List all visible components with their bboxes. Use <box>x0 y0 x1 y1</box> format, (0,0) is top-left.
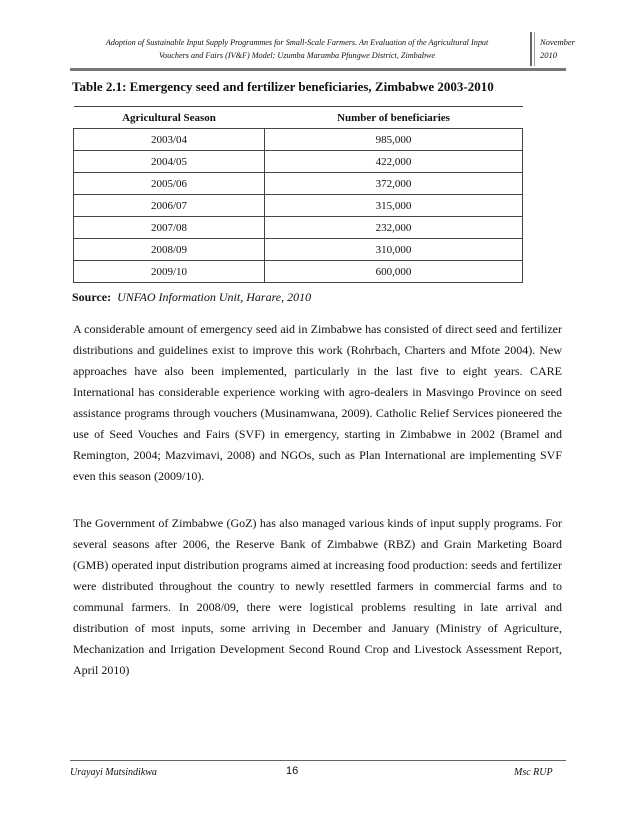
footer-rule <box>70 760 566 761</box>
footer-degree: Msc RUP <box>514 767 553 778</box>
table-title: Table 2.1: Emergency seed and fertilizer beneficiaries, Zimbabwe 2003-2010 <box>72 79 494 94</box>
table-row <box>74 151 523 173</box>
body-paragraph: The Government of Zimbabwe (GoZ) has also managed various kinds of input supply programs. For several seasons after 2006, the Reserve Bank of Zimbabwe (RBZ) and Grain Marketing Board (GMB) operated input distribution programs aimed at increasing food production: seeds and fertilizer were distributed throughout the country to newly resettled farmers in commercial farms and to communal farmers. In 2008/09, there were logistical problems resulting in late arrival and distribution of most inputs, some arriving in December and January (Ministry of Agriculture, Mechanization and Irrigation Development Second Round Crop and Livestock Assessment Report, April 2010) <box>73 516 562 677</box>
beneficiaries-cell: 600,000 <box>265 261 523 283</box>
beneficiaries-table <box>73 106 523 283</box>
table-row <box>74 261 523 283</box>
header-title-line1: Adoption of Sustainable Input Supply Programmes for Small-Scale Farmers. An Evaluation of the Agricultural Input <box>105 38 489 47</box>
beneficiaries-cell: 985,000 <box>265 129 523 151</box>
body-paragraph: A considerable amount of emergency seed aid in Zimbabwe has consisted of direct seed and fertilizer distributions and guidelines exist to improve this work (Rohrbach, Charters and Mfote 2004). New approaches have also been implemented, particularly in the last five to eight years. CARE International has considerable experience working with agro-dealers in Masvingo Province on seed assistance programs through vouchers (Musinamwana, 2009). Catholic Relief Services pioneered the use of Seed Vouches and Fairs (SVF) in emergency, starting in Zimbabwe in 2002 (Bramel and Remington, 2004; Mazvimavi, 2008) and NGOs, such as Plan International are implementing SVF even this season (2009/10). <box>73 322 562 483</box>
page-number: 16 <box>286 765 299 777</box>
season-cell: 2004/05 <box>74 151 265 173</box>
beneficiaries-cell: 310,000 <box>265 239 523 261</box>
header-separator-thin <box>534 32 535 66</box>
table-row <box>74 239 523 261</box>
source-text: UNFAO Information Unit, Harare, 2010 <box>117 290 312 304</box>
table-source <box>72 290 311 305</box>
header-date-year: 2010 <box>540 50 557 60</box>
column-header-season: Agricultural Season <box>74 107 265 129</box>
column-header-beneficiaries: Number of beneficiaries <box>265 107 523 129</box>
table-row <box>74 173 523 195</box>
season-cell: 2006/07 <box>74 195 265 217</box>
beneficiaries-cell: 232,000 <box>265 217 523 239</box>
header-date <box>540 36 575 62</box>
header-rule <box>70 68 566 71</box>
beneficiaries-cell: 422,000 <box>265 151 523 173</box>
season-cell: 2007/08 <box>74 217 265 239</box>
beneficiaries-cell: 372,000 <box>265 173 523 195</box>
source-label: Source: <box>72 290 112 304</box>
header-title-line2: Vouchers and Fairs (IV&F) Model: Uzumba Maramba Pfungwe District, Zimbabwe <box>158 51 436 60</box>
table-row <box>74 195 523 217</box>
footer-author: Urayayi Mutsindikwa <box>70 767 157 778</box>
table-row <box>74 217 523 239</box>
season-cell: 2009/10 <box>74 261 265 283</box>
season-cell: 2005/06 <box>74 173 265 195</box>
table-row <box>74 129 523 151</box>
header-title <box>70 36 524 62</box>
season-cell: 2008/09 <box>74 239 265 261</box>
beneficiaries-cell: 315,000 <box>265 195 523 217</box>
header-separator <box>530 32 532 66</box>
page-header <box>70 30 575 72</box>
table-header-row <box>74 107 523 129</box>
season-cell: 2003/04 <box>74 129 265 151</box>
header-date-month: November <box>540 37 575 47</box>
